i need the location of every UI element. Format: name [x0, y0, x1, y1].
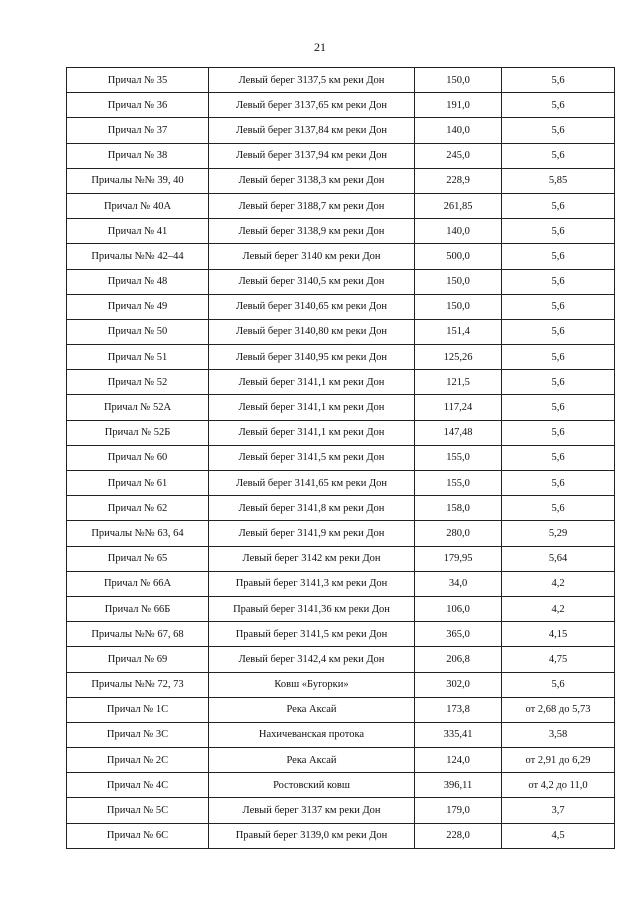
depth-cell: 5,6 [502, 193, 615, 218]
depth-cell: 3,58 [502, 722, 615, 747]
depth-cell: 5,6 [502, 445, 615, 470]
location-cell: Левый берег 3141,1 км реки Дон [209, 370, 415, 395]
length-cell: 302,0 [415, 672, 502, 697]
location-cell: Правый берег 3141,36 км реки Дон [209, 596, 415, 621]
berth-name-cell: Причал № 69 [67, 647, 209, 672]
location-cell: Левый берег 3138,9 км реки Дон [209, 219, 415, 244]
berth-name-cell: Причал № 50 [67, 319, 209, 344]
table-row [67, 118, 615, 143]
table-row [67, 294, 615, 319]
length-cell: 335,41 [415, 722, 502, 747]
berth-name-cell: Причал № 51 [67, 345, 209, 370]
berth-name-cell: Причал № 37 [67, 118, 209, 143]
length-cell: 396,11 [415, 773, 502, 798]
depth-cell: 5,6 [502, 420, 615, 445]
length-cell: 117,24 [415, 395, 502, 420]
table-row [67, 244, 615, 269]
page-number: 21 [314, 40, 326, 54]
berth-name-cell: Причал № 52 [67, 370, 209, 395]
berth-name-cell: Причал № 49 [67, 294, 209, 319]
depth-cell: 4,2 [502, 596, 615, 621]
location-cell: Левый берег 3142,4 км реки Дон [209, 647, 415, 672]
depth-cell: 5,6 [502, 471, 615, 496]
depth-cell: 4,15 [502, 622, 615, 647]
length-cell: 365,0 [415, 622, 502, 647]
location-cell: Левый берег 3140 км реки Дон [209, 244, 415, 269]
table-row [67, 823, 615, 848]
length-cell: 228,0 [415, 823, 502, 848]
depth-cell: 4,2 [502, 571, 615, 596]
location-cell: Левый берег 3137,84 км реки Дон [209, 118, 415, 143]
table-row [67, 395, 615, 420]
depth-cell: 5,6 [502, 93, 615, 118]
berth-name-cell: Причал № 41 [67, 219, 209, 244]
location-cell: Левый берег 3140,95 км реки Дон [209, 345, 415, 370]
depth-cell: 5,6 [502, 345, 615, 370]
length-cell: 147,48 [415, 420, 502, 445]
depth-cell: 5,6 [502, 672, 615, 697]
berth-name-cell: Причал № 52А [67, 395, 209, 420]
location-cell: Левый берег 3137 км реки Дон [209, 798, 415, 823]
length-cell: 206,8 [415, 647, 502, 672]
location-cell: Левый берег 3140,80 км реки Дон [209, 319, 415, 344]
depth-cell: 4,5 [502, 823, 615, 848]
length-cell: 158,0 [415, 496, 502, 521]
depth-cell: 5,6 [502, 143, 615, 168]
table-row [67, 68, 615, 93]
table-row [67, 345, 615, 370]
length-cell: 150,0 [415, 294, 502, 319]
length-cell: 150,0 [415, 269, 502, 294]
location-cell: Левый берег 3140,65 км реки Дон [209, 294, 415, 319]
berth-name-cell: Причалы №№ 63, 64 [67, 521, 209, 546]
berths-table [66, 67, 615, 849]
location-cell: Левый берег 3141,5 км реки Дон [209, 445, 415, 470]
table-body [67, 68, 615, 849]
location-cell: Ростовский ковш [209, 773, 415, 798]
location-cell: Левый берег 3137,94 км реки Дон [209, 143, 415, 168]
berth-name-cell: Причал № 36 [67, 93, 209, 118]
length-cell: 173,8 [415, 697, 502, 722]
table-row [67, 93, 615, 118]
depth-cell: 5,6 [502, 219, 615, 244]
berth-name-cell: Причал № 65 [67, 546, 209, 571]
berth-name-cell: Причал № 66Б [67, 596, 209, 621]
berth-name-cell: Причал № 61 [67, 471, 209, 496]
length-cell: 179,0 [415, 798, 502, 823]
length-cell: 140,0 [415, 219, 502, 244]
depth-cell: 5,64 [502, 546, 615, 571]
location-cell: Правый берег 3141,3 км реки Дон [209, 571, 415, 596]
depth-cell: 5,29 [502, 521, 615, 546]
table-row [67, 471, 615, 496]
location-cell: Левый берег 3140,5 км реки Дон [209, 269, 415, 294]
berth-name-cell: Причалы №№ 42–44 [67, 244, 209, 269]
depth-cell: 5,6 [502, 269, 615, 294]
location-cell: Левый берег 3141,9 км реки Дон [209, 521, 415, 546]
length-cell: 155,0 [415, 445, 502, 470]
table-row [67, 647, 615, 672]
length-cell: 140,0 [415, 118, 502, 143]
table-row [67, 219, 615, 244]
table-row [67, 697, 615, 722]
table-row [67, 622, 615, 647]
berth-name-cell: Причалы №№ 67, 68 [67, 622, 209, 647]
table-row [67, 773, 615, 798]
length-cell: 121,5 [415, 370, 502, 395]
location-cell: Правый берег 3141,5 км реки Дон [209, 622, 415, 647]
berth-name-cell: Причал № 60 [67, 445, 209, 470]
berth-name-cell: Причал № 1С [67, 697, 209, 722]
length-cell: 500,0 [415, 244, 502, 269]
berth-name-cell: Причал № 48 [67, 269, 209, 294]
berth-name-cell: Причал № 35 [67, 68, 209, 93]
depth-cell: 5,6 [502, 68, 615, 93]
table-row [67, 798, 615, 823]
length-cell: 150,0 [415, 68, 502, 93]
table-row [67, 748, 615, 773]
berth-name-cell: Причал № 3С [67, 722, 209, 747]
table-row [67, 521, 615, 546]
length-cell: 179,95 [415, 546, 502, 571]
berth-name-cell: Причалы №№ 72, 73 [67, 672, 209, 697]
depth-cell: от 4,2 до 11,0 [502, 773, 615, 798]
table-row [67, 496, 615, 521]
berth-name-cell: Причалы №№ 39, 40 [67, 168, 209, 193]
berth-name-cell: Причал № 5С [67, 798, 209, 823]
length-cell: 155,0 [415, 471, 502, 496]
location-cell: Река Аксай [209, 748, 415, 773]
location-cell: Левый берег 3141,8 км реки Дон [209, 496, 415, 521]
table-row [67, 571, 615, 596]
length-cell: 124,0 [415, 748, 502, 773]
depth-cell: 5,6 [502, 244, 615, 269]
table-row [67, 319, 615, 344]
depth-cell: 4,75 [502, 647, 615, 672]
berth-name-cell: Причал № 4С [67, 773, 209, 798]
location-cell: Правый берег 3139,0 км реки Дон [209, 823, 415, 848]
berth-name-cell: Причал № 62 [67, 496, 209, 521]
depth-cell: от 2,68 до 5,73 [502, 697, 615, 722]
length-cell: 261,85 [415, 193, 502, 218]
table-row [67, 269, 615, 294]
depth-cell: 5,85 [502, 168, 615, 193]
depth-cell: 5,6 [502, 319, 615, 344]
berth-name-cell: Причал № 40А [67, 193, 209, 218]
location-cell: Левый берег 3188,7 км реки Дон [209, 193, 415, 218]
location-cell: Левый берег 3141,65 км реки Дон [209, 471, 415, 496]
table-row [67, 370, 615, 395]
depth-cell: от 2,91 до 6,29 [502, 748, 615, 773]
table-row [67, 445, 615, 470]
location-cell: Река Аксай [209, 697, 415, 722]
berth-name-cell: Причал № 38 [67, 143, 209, 168]
location-cell: Ковш «Бугорки» [209, 672, 415, 697]
location-cell: Нахичеванская протока [209, 722, 415, 747]
location-cell: Левый берег 3138,3 км реки Дон [209, 168, 415, 193]
table-row [67, 143, 615, 168]
depth-cell: 5,6 [502, 496, 615, 521]
table-row [67, 193, 615, 218]
table-row [67, 420, 615, 445]
location-cell: Левый берег 3142 км реки Дон [209, 546, 415, 571]
length-cell: 106,0 [415, 596, 502, 621]
depth-cell: 5,6 [502, 370, 615, 395]
location-cell: Левый берег 3137,5 км реки Дон [209, 68, 415, 93]
table-row [67, 672, 615, 697]
location-cell: Левый берег 3141,1 км реки Дон [209, 420, 415, 445]
length-cell: 34,0 [415, 571, 502, 596]
depth-cell: 5,6 [502, 395, 615, 420]
depth-cell: 5,6 [502, 294, 615, 319]
berth-name-cell: Причал № 6С [67, 823, 209, 848]
berth-name-cell: Причал № 52Б [67, 420, 209, 445]
berth-name-cell: Причал № 66А [67, 571, 209, 596]
table-row [67, 596, 615, 621]
length-cell: 151,4 [415, 319, 502, 344]
table-row [67, 168, 615, 193]
depth-cell: 3,7 [502, 798, 615, 823]
length-cell: 245,0 [415, 143, 502, 168]
length-cell: 228,9 [415, 168, 502, 193]
table-row [67, 546, 615, 571]
length-cell: 191,0 [415, 93, 502, 118]
length-cell: 125,26 [415, 345, 502, 370]
depth-cell: 5,6 [502, 118, 615, 143]
table-row [67, 722, 615, 747]
location-cell: Левый берег 3141,1 км реки Дон [209, 395, 415, 420]
length-cell: 280,0 [415, 521, 502, 546]
location-cell: Левый берег 3137,65 км реки Дон [209, 93, 415, 118]
berth-name-cell: Причал № 2С [67, 748, 209, 773]
